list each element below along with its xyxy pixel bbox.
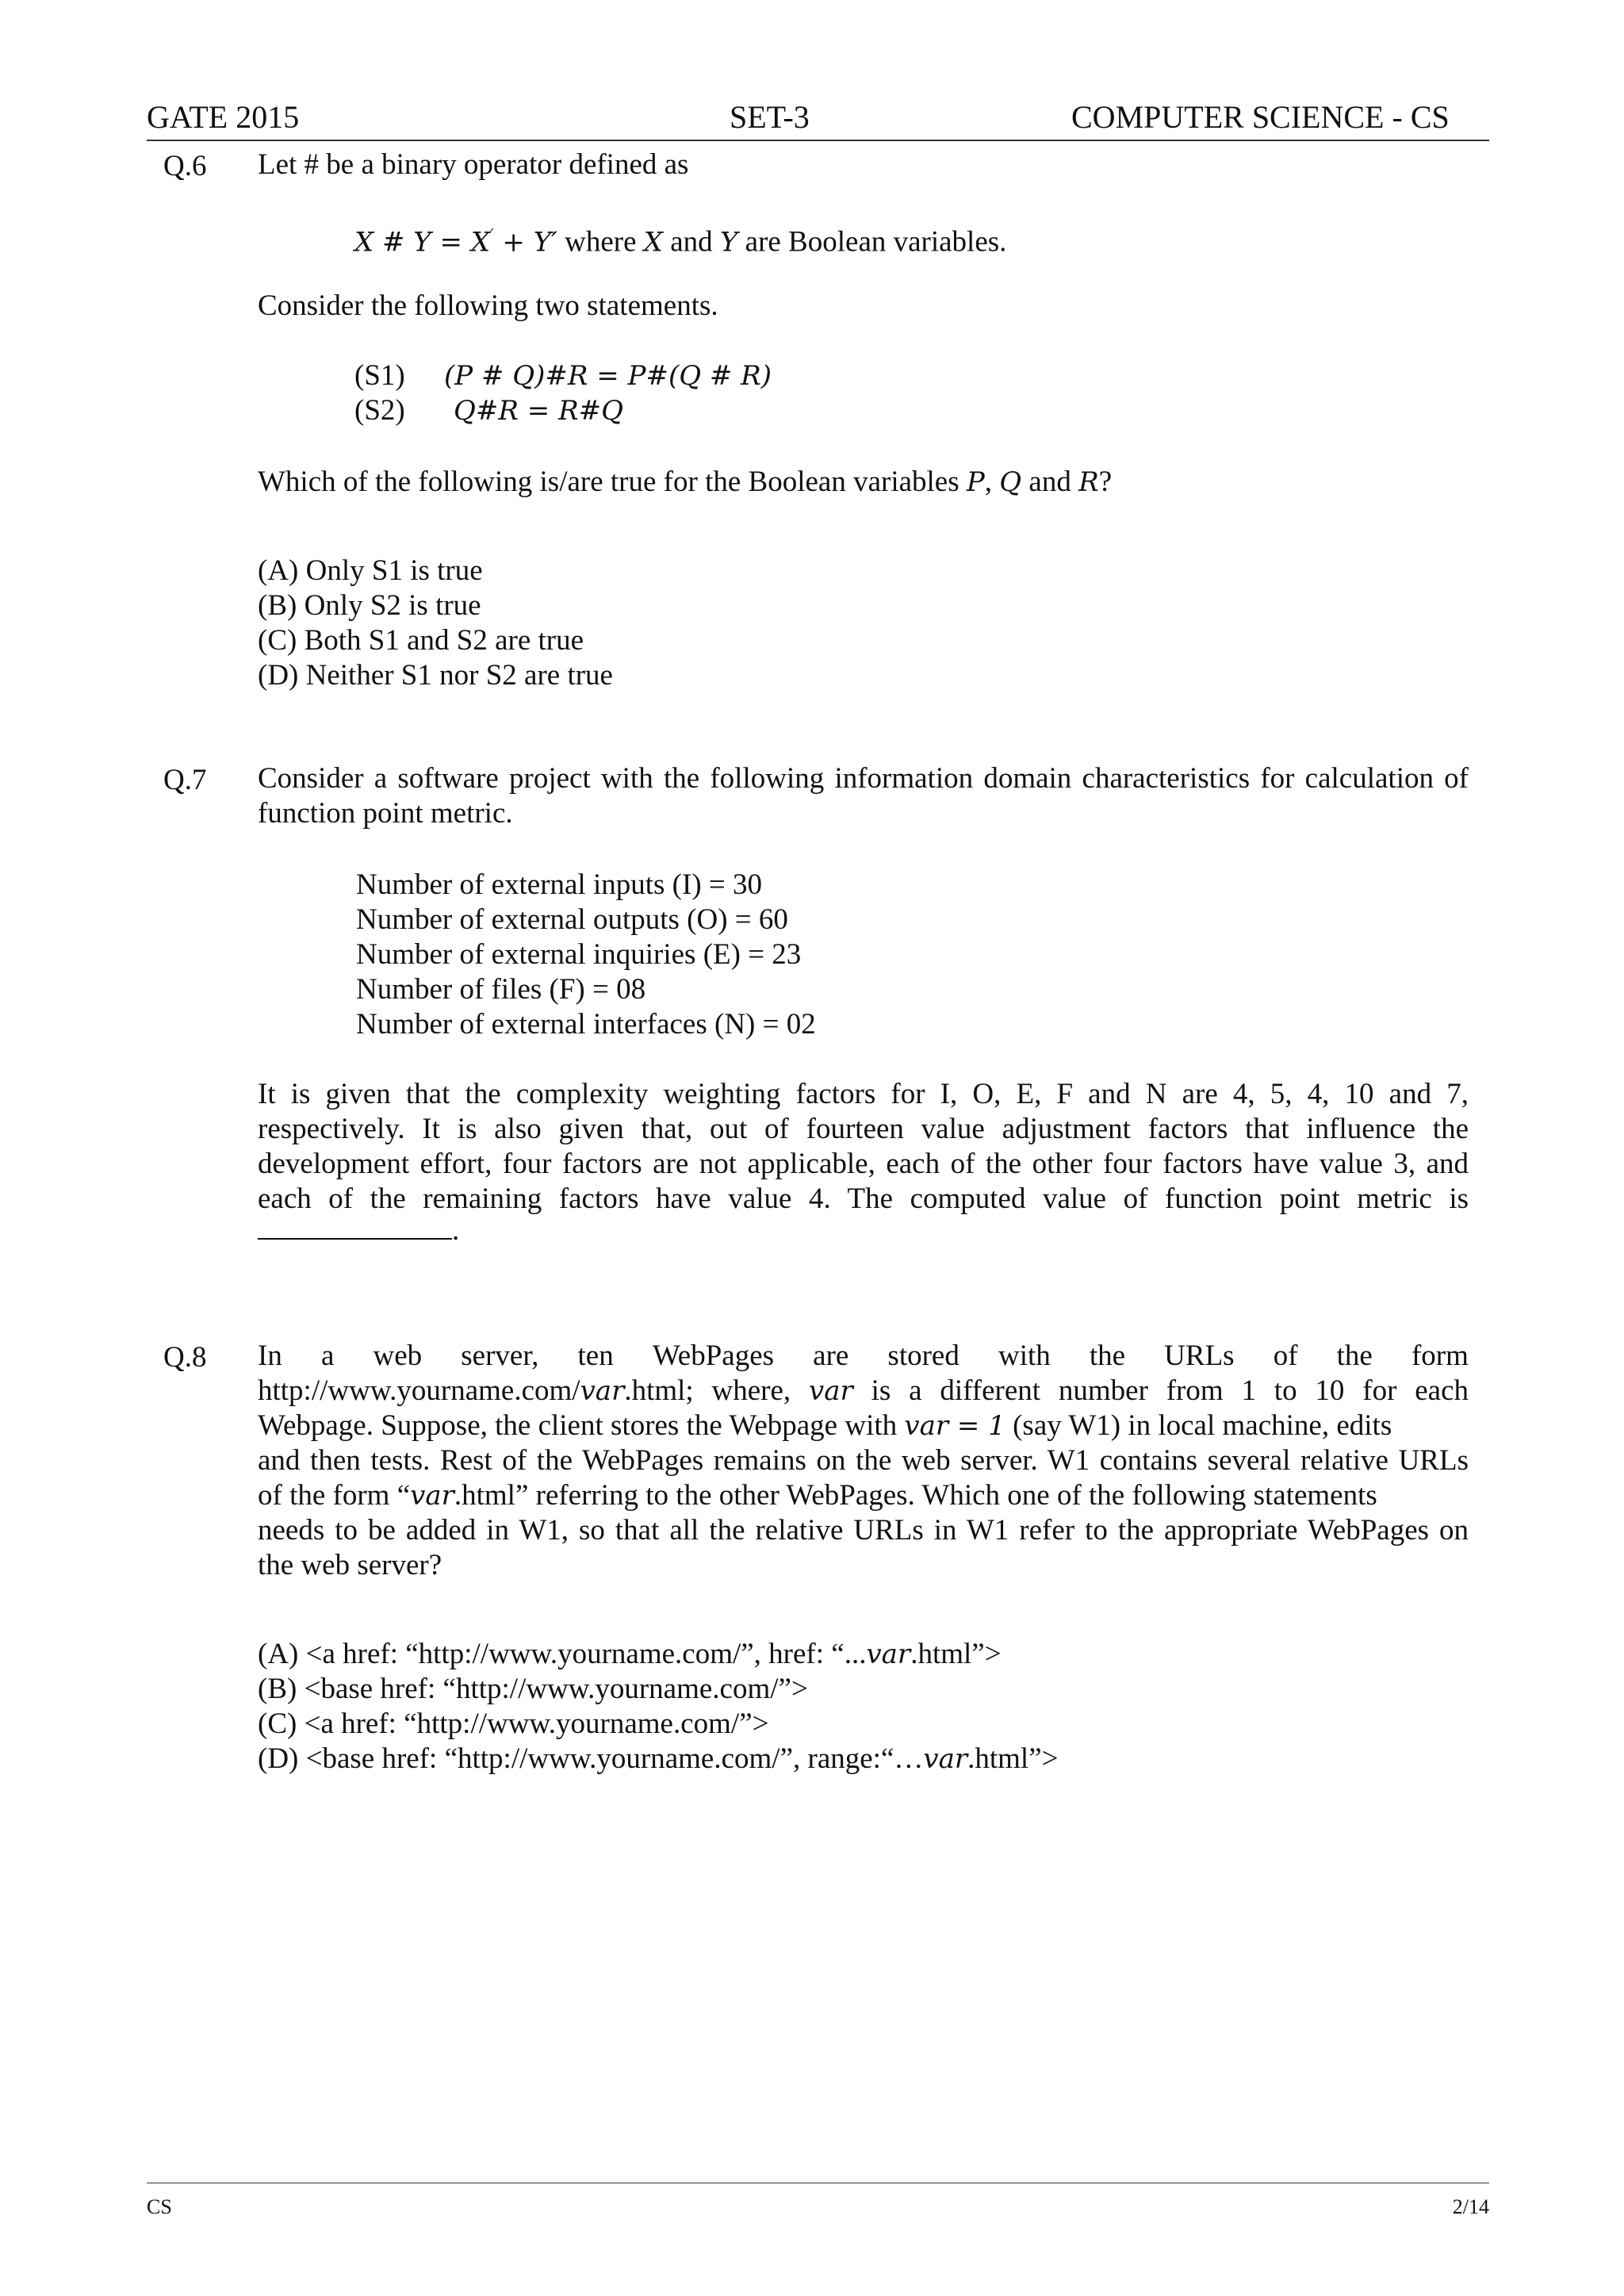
- header-exam: GATE 2015: [147, 99, 300, 135]
- page-number: 2/14: [1452, 2195, 1489, 2218]
- footer-subject-code: CS: [147, 2195, 172, 2218]
- answer-blank: .: [258, 1213, 459, 1248]
- question-text-line: of the form “var.html” referring to the other WebPages. Which one of the following statements: [258, 1479, 1377, 1512]
- question-text-line: Webpage. Suppose, the client stores the Webpage with var = 1 (say W1) in local machine, edits: [258, 1409, 1392, 1442]
- characteristic-item: Number of external inquiries (E) = 23: [356, 938, 802, 971]
- paragraph-line: each of the remaining factors have value 4. The computed value of function point metric is: [258, 1182, 1469, 1215]
- paragraph-line: It is given that the complexity weighting factors for I, O, E, F and N are 4, 5, 4, 10 and 7,: [258, 1078, 1469, 1110]
- statement-s2-expr: Q#R = R#Q: [454, 395, 624, 427]
- option-d: (D) Neither S1 nor S2 are true: [258, 659, 613, 692]
- question-text-line: and then tests. Rest of the WebPages remains on the web server. W1 contains several relative URLs: [258, 1444, 1469, 1477]
- option-c: (C) Both S1 and S2 are true: [258, 624, 584, 657]
- question-text-line: needs to be added in W1, so that all the relative URLs in W1 refer to the appropriate WebPages on: [258, 1514, 1469, 1547]
- question-text-line: http://www.yourname.com/var.html; where, var is a different number from 1 to 10 for each: [258, 1374, 1469, 1407]
- question-number: Q.8: [163, 1341, 207, 1374]
- question-text: Which of the following is/are true for the Boolean variables P, Q and R?: [258, 466, 1113, 498]
- option-d: (D) <base href: “http://www.yourname.com/”, range:“…var.html”>: [258, 1742, 1059, 1775]
- characteristic-item: Number of external outputs (O) = 60: [356, 903, 788, 936]
- option-b: (B) Only S2 is true: [258, 589, 481, 622]
- question-number: Q.7: [163, 764, 207, 796]
- characteristic-item: Number of files (F) = 08: [356, 973, 646, 1006]
- header-rule: [147, 140, 1489, 141]
- statement-s1-expr: (P # Q)#R = P#(Q # R): [444, 360, 772, 392]
- characteristic-item: Number of external inputs (I) = 30: [356, 868, 763, 901]
- option-a: (A) <a href: “http://www.yourname.com/”, href: “...var.html”>: [258, 1638, 1002, 1670]
- question-intro: Let # be a binary operator defined as: [258, 148, 689, 181]
- header-set: SET-3: [730, 99, 810, 135]
- option-c: (C) <a href: “http://www.yourname.com/”>: [258, 1708, 769, 1740]
- statement-s1-label: (S1): [354, 359, 405, 392]
- question-text-line: function point metric.: [258, 797, 513, 830]
- option-a: (A) Only S1 is true: [258, 554, 483, 587]
- paragraph-line: development effort, four factors are not applicable, each of the other four factors have value 3, and: [258, 1148, 1469, 1180]
- characteristic-item: Number of external interfaces (N) = 02: [356, 1008, 816, 1041]
- blank-line: [258, 1214, 452, 1240]
- statement-s2-label: (S2): [354, 394, 405, 427]
- question-number: Q.6: [163, 150, 207, 182]
- question-text-line: Consider a software project with the following information domain characteristics for calculation of: [258, 762, 1469, 795]
- option-b: (B) <base href: “http://www.yourname.com/”>: [258, 1673, 808, 1705]
- consider-text: Consider the following two statements.: [258, 289, 718, 322]
- paragraph-line: respectively. It is also given that, out of fourteen value adjustment factors that influence the: [258, 1113, 1469, 1145]
- operator-definition: X # Y = X′ + Y′ where X and Y are Boolean variables.: [354, 225, 1007, 259]
- question-text-line: the web server?: [258, 1549, 442, 1581]
- question-text-line: In a web server, ten WebPages are stored with the URLs of the form: [258, 1340, 1469, 1372]
- header-subject: COMPUTER SCIENCE - CS: [1071, 99, 1450, 135]
